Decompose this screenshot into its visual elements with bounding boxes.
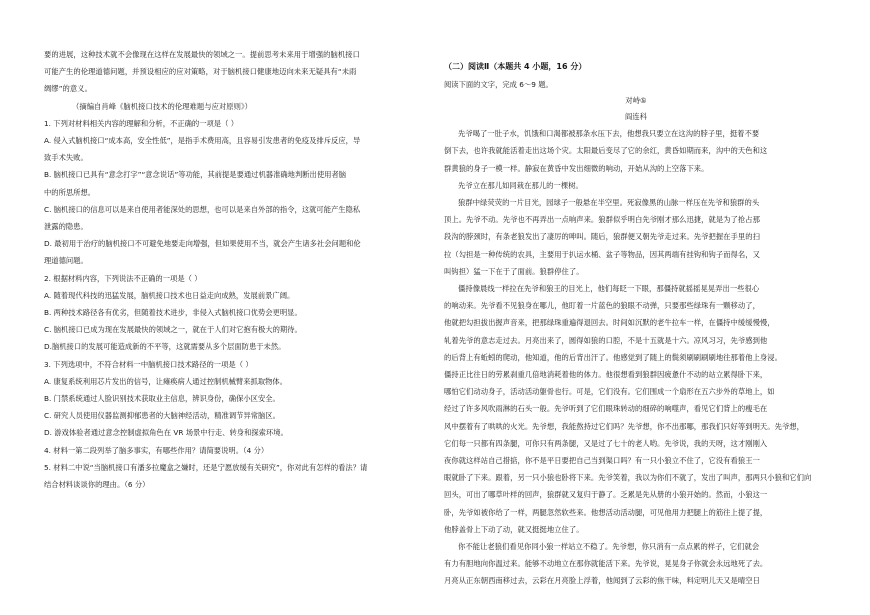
q1-option-a: A. 侵入式脑机接口“成本高，安全性低”，是指手术费用高，且容易引发患者的免疫及排斥反应，导 xyxy=(44,136,361,146)
section-title: （二）阅读Ⅱ（本题共 4 小题，16 分） xyxy=(444,62,587,71)
paragraph-line: 月亮从正东朝西南移过去，云彩在月亮脸上浮着，他闻到了云彩的焦干味，料定明儿天又是晴空日 xyxy=(444,576,760,586)
q1-option-c-cont: 泄露的隐患。 xyxy=(44,222,88,232)
instruction: 阅读下面的文字，完成 6～9 题。 xyxy=(444,80,553,89)
q1-option-b-cont: 中的所思所想。 xyxy=(44,187,96,197)
intro-line: 绸缪”的意义。 xyxy=(44,84,92,94)
q2-option-d: D.脑机接口的发展可能造成新的不平等，这就需要从多个层面防患于未然。 xyxy=(44,342,286,352)
q3-option-d: D. 游戏体验者通过意念控制虚拟角色在 VR 场景中行走、转身和探索环境。 xyxy=(44,428,288,438)
question-1-stem: 1. 下列对材料相关内容的理解和分析，不正确的一项是（ ） xyxy=(44,118,239,128)
q2-option-b: B. 两种技术路径各有优劣，但随着技术进步，非侵入式脑机接口优势会更明显。 xyxy=(44,308,302,318)
source-citation: （摘编自肖峰《脑机接口技术的伦理难题与应对原则》） xyxy=(72,101,253,111)
story-title: 对峙⑤ xyxy=(625,96,647,106)
right-column xyxy=(444,58,828,590)
q3-option-b: B. 门禁系统通过人脸识别技术获取业主信息，辨识身份，确保小区安全。 xyxy=(44,394,280,404)
story-author: 阎连科 xyxy=(625,112,647,122)
paragraph-line: 他就把勾担拔出握声音来，把那绿珠重遍得退回去。时间如沉默的老牛拉车一样，在僵持中缓缓慢慢， xyxy=(444,318,775,328)
q1-option-c: C. 脑机接口的信息可以是来自使用者能深处的思想，也可以是来自外部的指令，这就可能产生隐私 xyxy=(44,204,361,214)
question-3-stem: 3. 下列选项中，不符合材料一中脑机接口技术路径的一项是（ ） xyxy=(44,359,253,369)
paragraph-line: 哪怕它们动动身子，活动活动躯骨也行。可是，它们没有。它们围成一个扇形在五六步外的草地上，如 xyxy=(444,387,775,397)
paragraph-line: 他脖盖骨上下动了动，就又挺挺地立住了。 xyxy=(444,524,584,534)
paragraph-line: 夜你就这样站自己措掂，你不是平日要把自己当到渠口吗？有一只小狼立不住了，它没有看狼王一 xyxy=(444,456,760,466)
paragraph-line: 僵持像晨线一样拉在先爷和狼王的目光上，他们每眨一下眼，那僵持就摇摇晃晃弄出一些很心 xyxy=(458,284,760,294)
paragraph-line: 回头，可出了哪草叶样的回声，狼群就又复归于静了。乏累是先从册的小狼开始的。然而，小狼这一 xyxy=(444,490,768,500)
question-5-cont: 结合材料谈谈你的理由。（6 分） xyxy=(44,480,150,490)
q2-option-c: C. 脑机接口已成为现在发展最快的领域之一，就在于人们对它抱有极大的期待。 xyxy=(44,325,302,335)
paragraph-line: 先爷立在那儿如同栽在那儿的一棵树。 xyxy=(458,180,583,190)
paragraph-line: 的后背上有蚯蚓的爬动，他知道，他的后背出汗了。他感觉到了随上的鬓须刷刷刷刷地往那着他上身浸。 xyxy=(444,352,782,362)
left-column xyxy=(44,46,436,493)
question-5: 5. 材料二中说“当脑机接口有潘多拉魔盒之嫌时，还是宁愿放缓有关研究”，你对此有怎样的看法？请 xyxy=(44,462,368,472)
paragraph-line: 卧，先爷如被你给了一样，两腿忽然软些来。他想活动活动腿，可见他用力把腿上的筋往上提了提， xyxy=(444,507,768,517)
paragraph-line: 先爷喝了一肚子水，饥饿和口渴都被那条水压下去，他想我只要立在这沟的脖子里，挺着不要 xyxy=(458,129,760,139)
paragraph-line: 你不能让老狼们看见你同小狼一样站立不稳了。先爷想，你只消有一点点累的样子，它们就会 xyxy=(458,542,760,552)
paragraph-line: 僵持正比往日的劳累刹重几倍地消耗着他的体力。他很想看到狼群因疲惫什不动的站立累得卧下来， xyxy=(444,370,768,380)
paragraph-line: 倒下去，也许我就能活着走出这场个灾。太阳最后变尽了它的余红，黄昏如期而来，沟中的天色和这 xyxy=(444,146,768,156)
paragraph-line: 顶上。先爷不动。先爷也不再弄出一点响声来。狼群似乎明白先爷刚才那么迅捷，就是为了抢占那 xyxy=(444,215,760,225)
paragraph-line: 拉（勾担是一种传统的农具，主要用于扒运水桶、盆子等物品，因其两端有挂钩和钩子而得名，又 xyxy=(444,249,760,259)
q2-option-a: A. 随着现代科技的迅猛发展，脑机接口技术也日益走向成熟，发展前景广阔。 xyxy=(44,290,295,300)
q1-option-d: D. 最初用于治疗的脑机接口不可避免地要走向增强，但如果使用不当，就会产生诸多社会问题和伦 xyxy=(44,239,361,249)
q1-option-d-cont: 理道德问题。 xyxy=(44,256,88,266)
paragraph-line: 叫钩担）猛一下在于了面前。狼群停住了。 xyxy=(444,266,584,276)
story-body xyxy=(444,125,828,589)
paragraph-line: 它们每一只都有四条腿，可你只有两条腿，又是过了七十的老人哟。先爷说，我的天呀，这才刚刚入 xyxy=(444,438,768,448)
paragraph-line: 轧着先爷的意志走过去。月亮出来了，圆得如狼的口腔，不是十五就是十六。凉风习习，先爷感到他 xyxy=(444,335,768,345)
paragraph-line: 有力有胆地向你温过来。能够不动地立在那你就能活下来。先爷说，晃晃身子你就会永远地死了去。 xyxy=(444,559,768,569)
q1-option-a-cont: 致手术失败。 xyxy=(44,153,88,163)
paragraph-line: 经过了许多风吹雨淋的石头一般。先爷听到了它们眼珠转动的细碎的响噬声，看见它们背上的瘦毛在 xyxy=(444,404,768,414)
paragraph-line: 风中摆着有了哄哄的火光。先爷想，我能熬持过它们吗？先爷想，你不出那哪，那我们只好等到明天。先爷想， xyxy=(444,421,804,431)
paragraph-line: 群黄狼的身子一模一样。静寂在黄昏中发出细微的响动，开始从沟的上空落下来。 xyxy=(444,163,709,173)
paragraph-line: 段沟的脖颈时，有条老狼发出了凄厉的呻叫。随后，狼群便又朝先爷走过来。先爷把握在手里的扫 xyxy=(444,232,760,242)
q3-option-c: C. 研究人员使用仪器监测抑郁患者的大脑神经活动，精准调节异常脑区。 xyxy=(44,411,280,421)
q1-option-b: B. 脑机接口已具有“意念打字”“意念说话”等功能，其前提是要通过机器准确地判断出使用者脑 xyxy=(44,170,347,180)
intro-line: 要的进展，这种技术就不会像现在这样在发展最快的领域之一。提前思考未来用于增强的脑机接口 xyxy=(44,50,360,59)
question-4: 4. 材料一第二段列举了脑多事实，有哪些作用？请简要说明。（4 分） xyxy=(44,445,269,455)
paragraph-line: 眼就卧了下来。跟着，另一只小狼也卧将下来。先爷笑着，我以为你们不就了，发出了叫声，那两只小狼和它们向 xyxy=(444,473,812,483)
q3-option-a: A. 康复系统利用芯片发出的信号，让瘫痪病人通过控制机械臂来抓取物体。 xyxy=(44,376,287,386)
question-2-stem: 2. 根据材料内容，下列说法不正确的一项是（ ） xyxy=(44,273,202,283)
paragraph-line: 狼群中绿荧荧的一片目光，园球子一般悬在半空里。死寂像黑的山脉一样压在先爷和狼群的头 xyxy=(458,198,760,208)
paragraph-line: 的响动来。先爷看不见狼身在哪儿，他盯着一片蓝色的狼眼不动弹，只要那些绿珠有一颗移动了， xyxy=(444,301,760,311)
intro-line: 可能产生的伦理道德问题，并预设相应的应对策略，对于脑机接口健康地迈向未来无疑具有“未雨 xyxy=(44,67,357,77)
